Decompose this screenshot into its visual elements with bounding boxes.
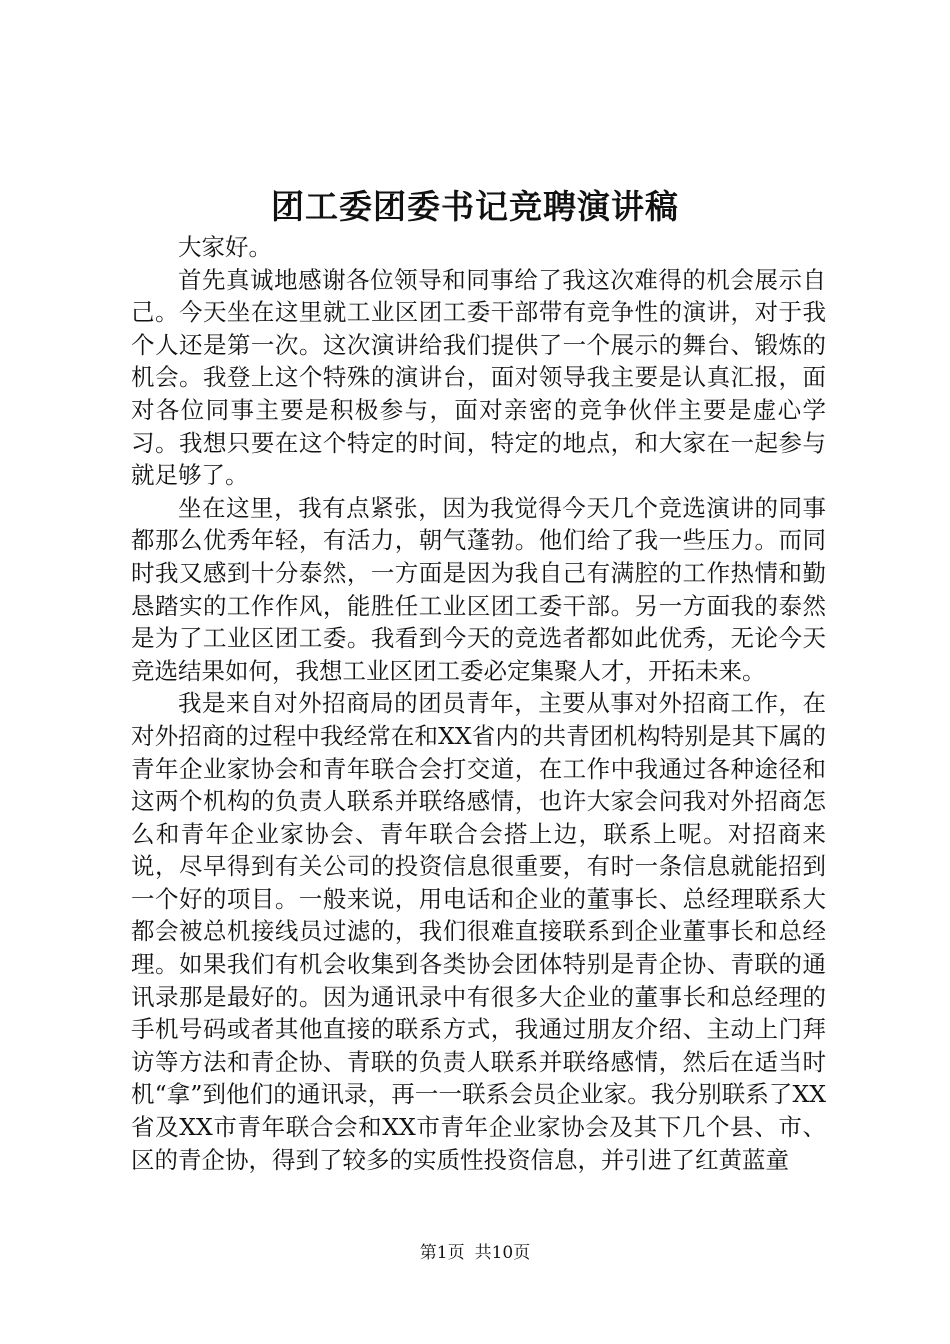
paragraph: 坐在这里，我有点紧张，因为我觉得今天几个竞选演讲的同事都那么优秀年轻，有活力，朝气蓬勃。他们给了我一些压力。而同时我又感到十分泰然，一方面是因为我自己有满腔的工作热情和勤恳踏实的工作作风，能胜任工业区团工委干部。另一方面我的泰然是为了工业区团工委。我看到今天的竞选者都如此优秀，无论今天竞选结果如何，我想工业区团工委必定集聚人才，开拓未来。: [131, 493, 826, 685]
document-body: [131, 231, 826, 1176]
page-footer: [0, 1241, 950, 1265]
paragraph: 首先真诚地感谢各位领导和同事给了我这次难得的机会展示自己。今天坐在这里就工业区团工委干部带有竞争性的演讲，对于我个人还是第一次。这次演讲给我们提供了一个展示的舞台、锻炼的机会。我登上这个特殊的演讲台，面对领导我主要是认真汇报，面对各位同事主要是积极参与，面对亲密的竞争伙伴主要是虚心学习。我想只要在这个特定的时间，特定的地点，和大家在一起参与就足够了。: [131, 265, 826, 490]
page-number: 第1页: [419, 1243, 465, 1263]
page-total: 共10页: [474, 1243, 531, 1263]
paragraph: 我是来自对外招商局的团员青年，主要从事对外招商工作，在对外招商的过程中我经常在和XX省内的共青团机构特别是其下属的青年企业家协会和青年联合会打交道，在工作中我通过各种途径和这两个机构的负责人联系并联络感情，也许大家会问我对外招商怎么和青年企业家协会、青年联合会搭上边，联系上呢。对招商来说，尽早得到有关公司的投资信息很重要，有时一条信息就能招到一个好的项目。一般来说，用电话和企业的董事长、总经理联系大都会被总机接线员过滤的，我们很难直接联系到企业董事长和总经理。如果我们有机会收集到各类协会团体特别是青企协、青联的通讯录那是最好的。因为通讯录中有很多大企业的董事长和总经理的手机号码或者其他直接的联系方式，我通过朋友介绍、主动上门拜访等方法和青企协、青联的负责人联系并联络感情，然后在适当时机“拿”到他们的通讯录，再一一联系会员企业家。我分别联系了XX省及XX市青年联合会和XX市青年企业家协会及其下几个县、市、区的青企协，得到了较多的实质性投资信息，并引进了红黄蓝童: [131, 689, 826, 1174]
paragraph-greeting: 大家好。: [178, 233, 272, 261]
document-title: 团工委团委书记竞聘演讲稿: [271, 187, 679, 226]
